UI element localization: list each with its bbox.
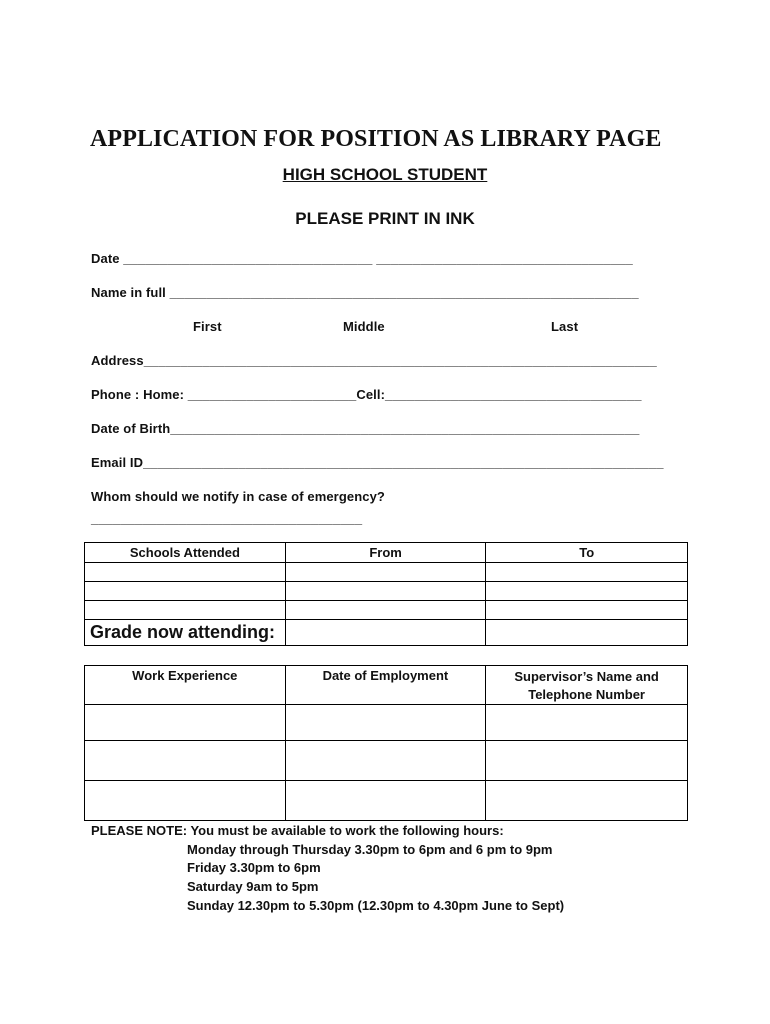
from-header: From (285, 543, 486, 563)
form-subtitle: HIGH SCHOOL STUDENT (282, 165, 488, 184)
table-row (85, 582, 688, 601)
schools-table (84, 542, 688, 646)
from-cell[interactable] (285, 563, 486, 582)
grade-row (85, 620, 688, 646)
supervisor-cell[interactable] (486, 741, 688, 781)
work-experience-header: Work Experience (85, 666, 286, 705)
date-of-employment-header: Date of Employment (285, 666, 486, 705)
from-cell[interactable] (285, 601, 486, 620)
name-field[interactable]: Name in full ________________________________________________________________ (91, 285, 639, 300)
hours-sunday: Sunday 12.30pm to 5.30pm (12.30pm to 4.30pm June to Sept) (187, 898, 565, 913)
grade-cell[interactable] (285, 620, 486, 646)
to-cell[interactable] (486, 582, 688, 601)
work-cell[interactable] (85, 781, 286, 821)
name-middle-label: Middle (343, 319, 385, 334)
schools-header-row (85, 543, 688, 563)
to-header: To (486, 543, 688, 563)
table-row (85, 781, 688, 821)
from-cell[interactable] (285, 582, 486, 601)
table-row (85, 705, 688, 741)
supervisor-cell[interactable] (486, 705, 688, 741)
table-row (85, 741, 688, 781)
table-row (85, 601, 688, 620)
supervisor-header: Supervisor’s Name and Telephone Number (486, 666, 688, 705)
phone-field[interactable]: Phone : Home: _______________________Cell:___________________________________ (91, 387, 642, 402)
address-field[interactable]: Address______________________________________________________________________ (91, 353, 657, 368)
table-row (85, 563, 688, 582)
date-field[interactable]: Date __________________________________ ___________________________________ (91, 251, 633, 266)
supervisor-cell[interactable] (486, 781, 688, 821)
date-cell[interactable] (285, 781, 486, 821)
hours-weekday: Monday through Thursday 3.30pm to 6pm and 6 pm to 9pm (187, 842, 553, 857)
name-first-label: First (193, 319, 222, 334)
work-cell[interactable] (85, 705, 286, 741)
school-cell[interactable] (85, 563, 286, 582)
dob-field[interactable]: Date of Birth________________________________________________________________ (91, 421, 640, 436)
schools-attended-header: Schools Attended (85, 543, 286, 563)
date-cell[interactable] (285, 705, 486, 741)
grade-label: Grade now attending: (85, 620, 286, 646)
email-field[interactable]: Email ID_______________________________________________________________________ (91, 455, 664, 470)
emergency-question: Whom should we notify in case of emergency? (91, 489, 385, 504)
work-table (84, 665, 688, 821)
print-instruction: PLEASE PRINT IN INK (295, 209, 475, 228)
school-cell[interactable] (85, 582, 286, 601)
emergency-field[interactable]: _____________________________________ (91, 511, 363, 526)
work-cell[interactable] (85, 741, 286, 781)
grade-cell[interactable] (486, 620, 688, 646)
form-title: APPLICATION FOR POSITION AS LIBRARY PAGE (90, 126, 662, 152)
to-cell[interactable] (486, 563, 688, 582)
work-header-row (85, 666, 688, 705)
hours-saturday: Saturday 9am to 5pm (187, 879, 319, 894)
school-cell[interactable] (85, 601, 286, 620)
to-cell[interactable] (486, 601, 688, 620)
note-label: PLEASE NOTE: You must be available to work the following hours: (91, 823, 504, 838)
date-cell[interactable] (285, 741, 486, 781)
name-last-label: Last (551, 319, 579, 334)
hours-friday: Friday 3.30pm to 6pm (187, 860, 321, 875)
